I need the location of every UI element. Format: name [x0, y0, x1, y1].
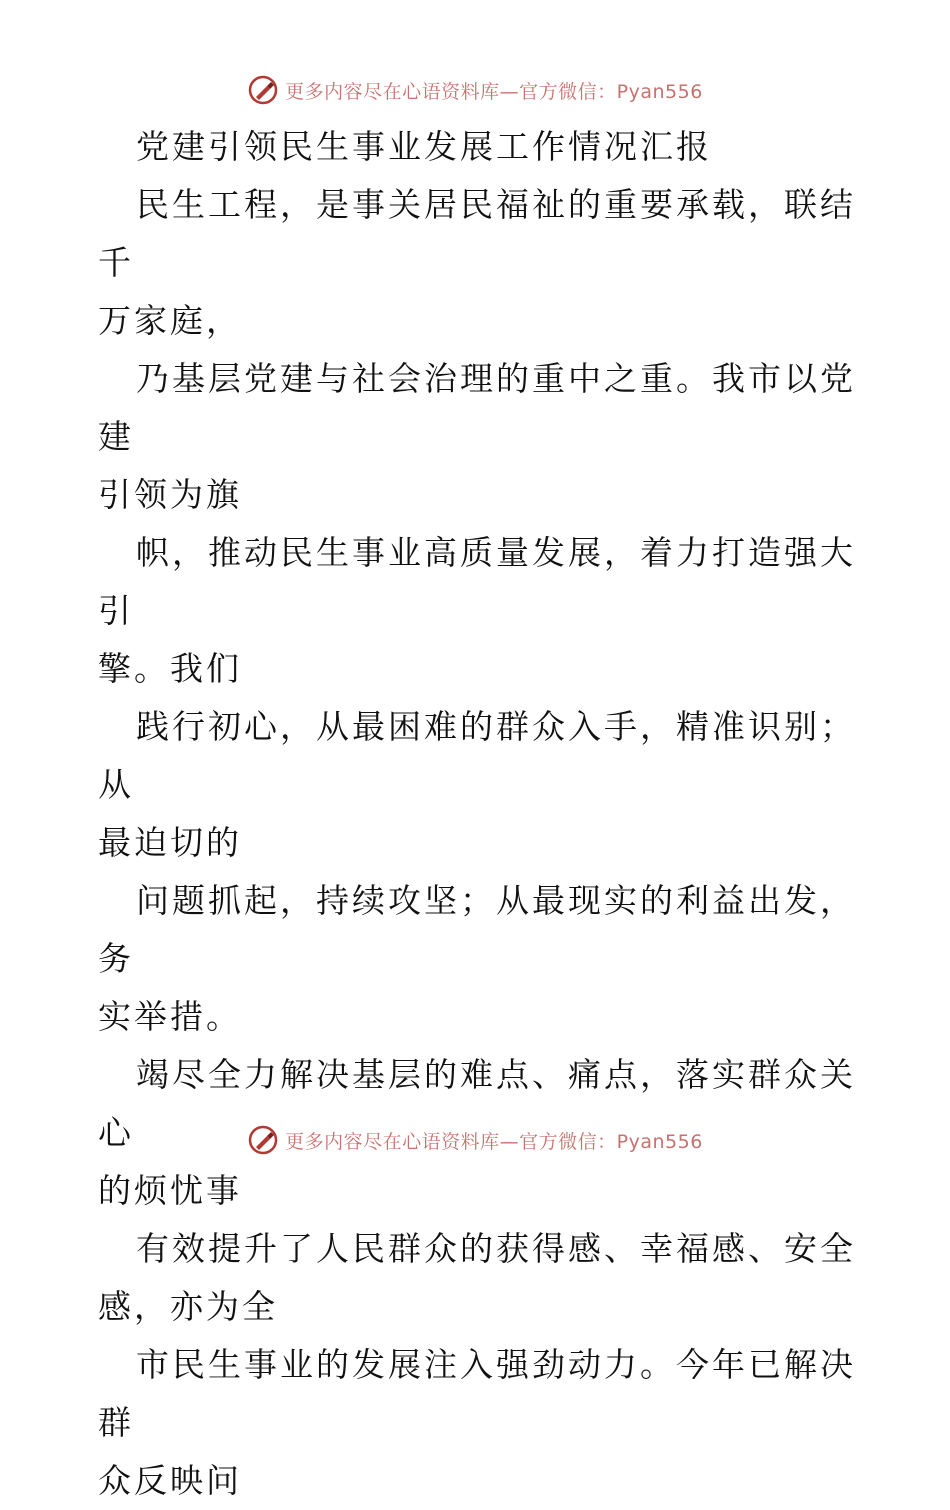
paragraph: 市民生事业的发展注入强劲动力。今年已解决群 众反映问 [98, 1345, 856, 1500]
document-body [98, 118, 858, 1510]
pen-logo-icon [247, 1124, 279, 1156]
header-watermark-banner [0, 70, 950, 110]
paragraph: 帜，推动民生事业高质量发展，着力打造强大引 擎。我们 [98, 533, 856, 688]
document-title: 党建引领民生事业发展工作情况汇报 [136, 127, 712, 166]
paragraph: 践行初心，从最困难的群众入手，精准识别；从 最迫切的 [98, 707, 856, 862]
paragraph: 有效提升了人民群众的获得感、幸福感、安全 感，亦为全 [98, 1229, 856, 1326]
pen-logo-icon [247, 74, 279, 106]
paragraph: 竭尽全力解决基层的难点、痛点，落实群众关心 的烦忧事 [98, 1055, 856, 1210]
paragraph: 问题抓起，持续攻坚；从最现实的利益出发，务 实举措。 [98, 881, 856, 1036]
footer-watermark-text: 更多内容尽在心语资料库—官方微信：Pyan556 [285, 1130, 703, 1153]
footer-watermark-banner [0, 1120, 950, 1160]
paragraph: 乃基层党建与社会治理的重中之重。我市以党建 引领为旗 [98, 359, 856, 514]
header-watermark-text: 更多内容尽在心语资料库—官方微信：Pyan556 [285, 80, 703, 103]
paragraph: 民生工程，是事关居民福祉的重要承载，联结千 万家庭， [98, 185, 856, 340]
